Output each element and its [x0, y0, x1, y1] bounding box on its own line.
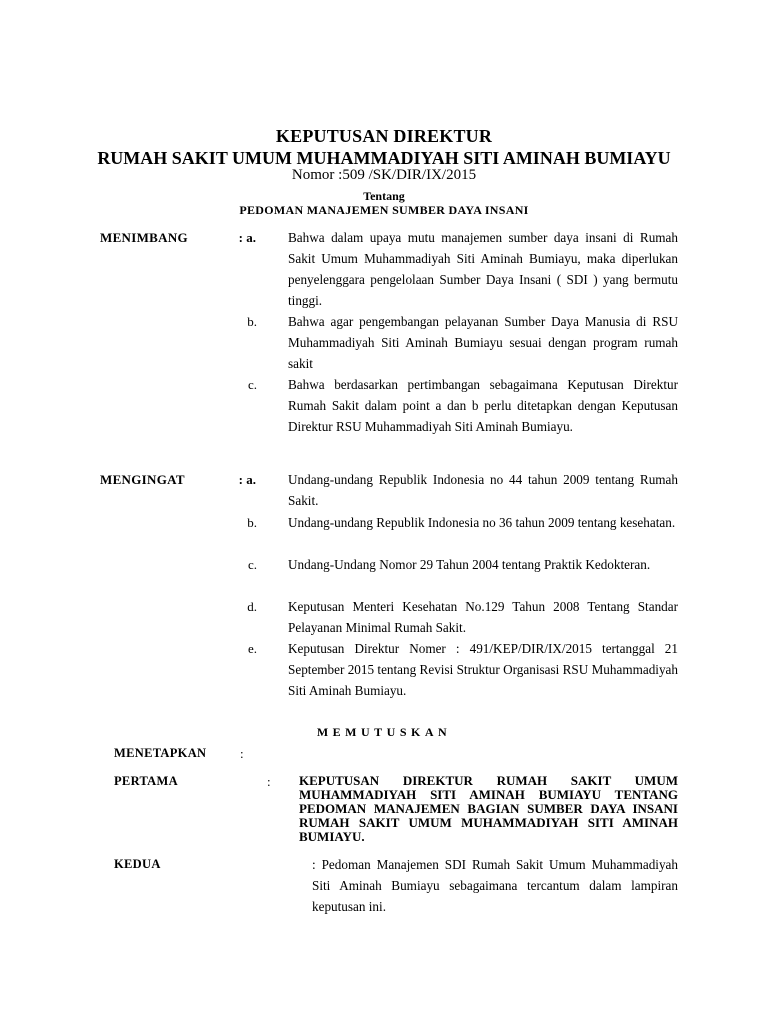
decree-subject: PEDOMAN MANAJEMEN SUMBER DAYA INSANI: [239, 203, 529, 217]
pertama-text: KEPUTUSAN DIREKTUR RUMAH SAKIT UMUM MUHAMMADIYAH SITI AMINAH BUMIAYU TENTANG PEDOMAN MANAJEMEN BAGIAN SUMBER DAYA INSANI RUMAH SAKIT UMUM MUHAMMADIYAH SITI AMINAH BUMIAYU.: [299, 773, 678, 844]
pertama-label: PERTAMA: [114, 774, 178, 788]
tentang-label: Tentang: [363, 189, 405, 203]
menimbang-item-b: Bahwa agar pengembangan pelayanan Sumber Daya Manusia di RSU Muhammadiyah Siti Aminah Bumiayu sesuai dengan program rumah sakit: [288, 314, 678, 371]
pertama-colon: :: [267, 774, 271, 789]
mengingat-marker-a: : a.: [238, 472, 256, 487]
menetapkan-colon: :: [240, 746, 244, 761]
menimbang-item-a: Bahwa dalam upaya mutu manajemen sumber daya insani di Rumah Sakit Umum Muhammadiyah Siti Aminah Bumiayu, maka diperlukan penyelenggara pengelolaan Sumber Daya Insani ( SDI ) yang bermutu tinggi.: [288, 230, 678, 308]
memutuskan-heading: MEMUTUSKAN: [316, 725, 452, 739]
kedua-label: KEDUA: [114, 857, 161, 871]
mengingat-marker-e: e.: [247, 641, 257, 656]
document-title: KEPUTUSAN DIREKTUR: [275, 126, 493, 146]
menimbang-marker-c: c.: [247, 377, 257, 392]
mengingat-item-a: Undang-undang Republik Indonesia no 44 tahun 2009 tentang Rumah Sakit.: [288, 472, 678, 508]
menimbang-item-c: Bahwa berdasarkan pertimbangan sebagaimana Keputusan Direktur Rumah Sakit dalam point a dan b perlu ditetapkan dengan Keputusan Direktur RSU Muhammadiyah Siti Aminah Bumiayu.: [288, 377, 678, 434]
decree-number: Nomor :509 /SK/DIR/IX/2015: [291, 167, 477, 183]
menimbang-marker-a: : a.: [238, 230, 256, 245]
hospital-name: RUMAH SAKIT UMUM MUHAMMADIYAH SITI AMINAH BUMIAYU: [97, 148, 671, 168]
mengingat-label: MENGINGAT: [100, 472, 185, 487]
mengingat-item-e: Keputusan Direktur Nomer : 491/KEP/DIR/IX/2015 tertanggal 21 September 2015 tentang Revisi Struktur Organisasi RSU Muhammadiyah Siti Aminah Bumiayu.: [288, 641, 678, 698]
mengingat-marker-b: b.: [247, 515, 257, 530]
mengingat-item-d: Keputusan Menteri Kesehatan No.129 Tahun 2008 Tentang Standar Pelayanan Minimal Rumah Sakit.: [288, 599, 678, 635]
mengingat-item-c: Undang-Undang Nomor 29 Tahun 2004 tentang Praktik Kedokteran.: [288, 557, 651, 572]
mengingat-item-b: Undang-undang Republik Indonesia no 36 tahun 2009 tentang kesehatan.: [288, 515, 676, 530]
menimbang-label: MENIMBANG: [100, 230, 188, 245]
kedua-text: : Pedoman Manajemen SDI Rumah Sakit Umum Muhammadiyah Siti Aminah Bumiayu sebagaimana tercantum dalam lampiran keputusan ini.: [312, 857, 678, 914]
mengingat-marker-c: c.: [247, 557, 257, 572]
mengingat-marker-d: d.: [247, 599, 257, 614]
menetapkan-label: MENETAPKAN: [114, 746, 207, 760]
menimbang-marker-b: b.: [247, 314, 257, 329]
